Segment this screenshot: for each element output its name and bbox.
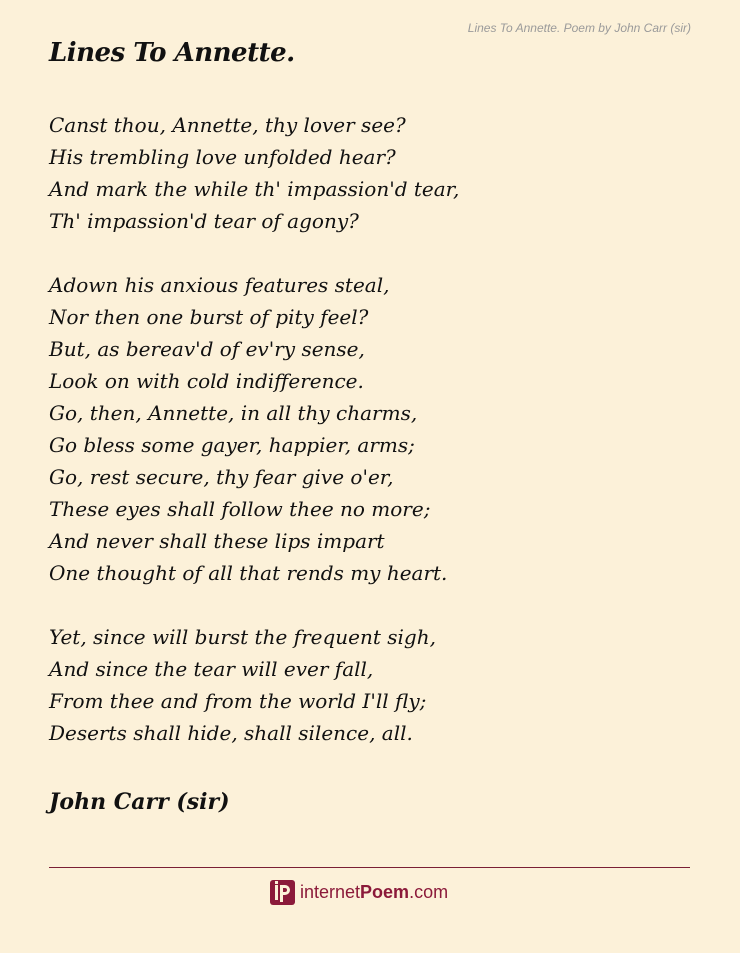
poem-line: These eyes shall follow thee no more; <box>49 497 431 521</box>
poem-line: Canst thou, Annette, thy lover see? <box>49 113 406 137</box>
poem-line: Deserts shall hide, shall silence, all. <box>49 721 413 745</box>
poem-line: Look on with cold indifference. <box>49 369 364 393</box>
poem-line: Nor then one burst of pity feel? <box>49 305 369 329</box>
logo-text-suffix: .com <box>409 881 449 902</box>
poem-author: John Carr (sir) <box>49 789 230 815</box>
poem-line: Yet, since will burst the frequent sigh, <box>49 625 436 649</box>
poem-line: Go, then, Annette, in all thy charms, <box>49 401 418 425</box>
footer-divider <box>49 867 690 868</box>
stanza-3 <box>49 621 459 749</box>
poem-body <box>49 109 459 749</box>
poem-line: From thee and from the world I'll fly; <box>49 689 427 713</box>
stanza-2 <box>49 269 459 589</box>
logo-text-prefix: internet <box>300 881 361 902</box>
poem-line: And since the tear will ever fall, <box>49 657 374 681</box>
internetpoem-logo-link[interactable] <box>270 879 448 905</box>
poem-line: Th' impassion'd tear of agony? <box>49 209 359 233</box>
poem-line: One thought of all that rends my heart. <box>49 561 448 585</box>
poem-line: Adown his anxious features steal, <box>49 273 390 297</box>
poem-line: But, as bereav'd of ev'ry sense, <box>49 337 365 361</box>
poem-line: Go, rest secure, thy fear give o'er, <box>49 465 394 489</box>
poem-line: His trembling love unfolded hear? <box>49 145 396 169</box>
internetpoem-logo-icon <box>270 880 295 905</box>
logo-text-bold: Poem <box>360 881 410 902</box>
logo-text <box>300 882 448 903</box>
poem-line: And mark the while th' impassion'd tear, <box>49 177 460 201</box>
header-caption: Lines To Annette. Poem by John Carr (sir) <box>467 21 691 35</box>
poem-line: And never shall these lips impart <box>49 529 385 553</box>
poem-line: Go bless some gayer, happier, arms; <box>49 433 415 457</box>
stanza-1 <box>49 109 459 237</box>
poem-title: Lines To Annette. <box>49 38 295 68</box>
